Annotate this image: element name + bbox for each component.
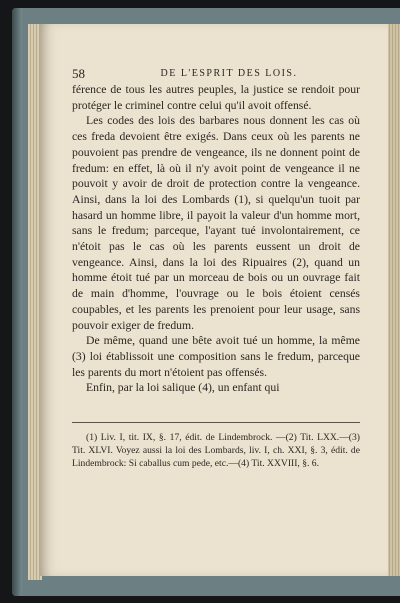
footnotes — [72, 422, 360, 471]
page-number: 58 — [72, 66, 85, 81]
page-header — [72, 66, 358, 82]
page-body — [72, 82, 360, 396]
paragraph-2: Les codes des lois des barbares nous donnent les cas où ces freda devoient être exigés. Dans ceux où les parents ne pouvoient pas prendre de vengeance, ils ne donnent point de fredum: en effet, là où il n'y avoit point de vengeance il ne pouvoit y avoir de droit de protection contre la vengeance. Ainsi, dans la loi des Lombards (1), si quelqu'un tuoit par hasard un homme libre, il payoit la valeur d'un homme mort, sans le fredum; parceque, l'ayant tué involontairement, ce n'étoit pas le cas où les parents eussent un droit de vengeance. Ainsi, dans la loi des Ripuaires (2), quand un homme étoit tué par un morceau de bois ou un ouvrage fait de main d'homme, l'ouvrage ou le bois étoient censés coupables, et les parents les prenoient pour leur usage, sans pouvoir exiger de fredum. — [72, 114, 360, 332]
book-spine — [12, 8, 22, 596]
paragraph-4: Enfin, par la loi salique (4), un enfant qui — [86, 381, 280, 395]
running-head: DE L'ESPRIT DES LOIS. — [160, 68, 298, 79]
paragraph-3: De même, quand une bête avoit tué un homme, la même (3) loi établissoit une composition sans le fredum, parceque les parents du mort n'étoient pas offensés. — [72, 334, 360, 379]
paragraph-1: férence de tous les autres peuples, la justice se rendoit pour protéger le criminel contre celui qu'il avoit offensé. — [72, 83, 360, 112]
footnote-text: (1) Liv. I, tit. IX, §. 17, édit. de Lindembrock. —(2) Tit. LXX.—(3) Tit. XLVI. Voyez aussi la loi des Lombards, liv. I, ch. XXI, §. 3, édit. de Lindembrock: Si caballus cum pede, etc.—(4) Tit. XXVIII, §. 6. — [72, 432, 360, 470]
